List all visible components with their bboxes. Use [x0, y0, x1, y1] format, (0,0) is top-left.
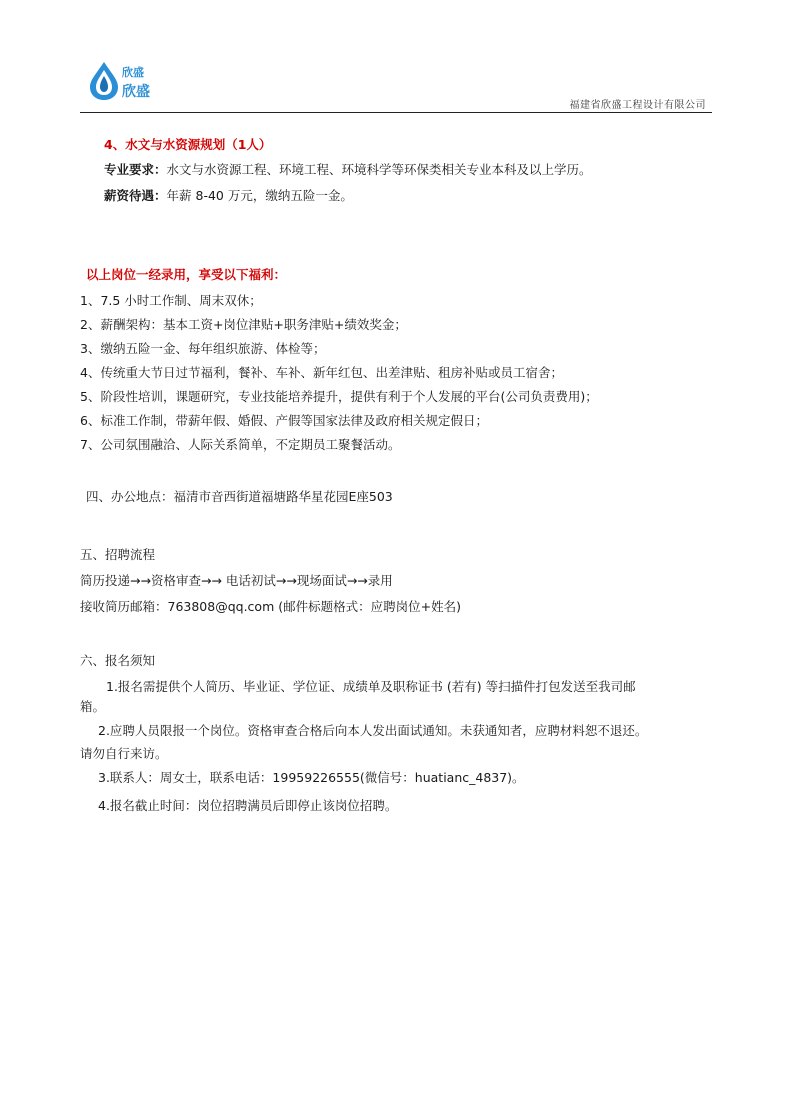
note-3: 3.联系人：周女士，联系电话：19959226555(微信号：huatianc_4837)。 — [98, 770, 525, 785]
job4-req-label: 专业要求： — [104, 162, 167, 177]
benefit-item: 2、薪酬架构：基本工资+岗位津贴+职务津贴+绩效奖金； — [80, 317, 407, 332]
note-2-line2: 请勿自行来访。 — [80, 746, 168, 761]
office-address: 四、办公地点：福清市音西街道福塘路华星花园E座503 — [86, 489, 393, 504]
header-divider — [80, 112, 712, 113]
process-email: 接收简历邮箱：763808@qq.com (邮件标题格式：应聘岗位+姓名) — [80, 599, 461, 614]
note-1-line2: 箱。 — [80, 699, 106, 714]
process-flow: 简历投递→→资格审查→→ 电话初试→→现场面试→→录用 — [80, 573, 393, 588]
benefit-item: 1、7.5 小时工作制、周末双休； — [80, 293, 262, 308]
benefit-item: 6、标准工作制，带薪年假、婚假、产假等国家法律及政府相关规定假日； — [80, 413, 488, 428]
job4-requirements — [104, 161, 592, 179]
company-logo — [86, 56, 178, 102]
logo-drop-icon — [86, 56, 178, 102]
logo-text-bottom: 欣盛 — [122, 84, 150, 100]
company-name: 福建省欣盛工程设计有限公司 — [569, 100, 706, 111]
job4-salary — [104, 187, 353, 205]
process-heading: 五、招聘流程 — [80, 547, 156, 562]
notes-heading: 六、报名须知 — [80, 653, 156, 668]
note-4: 4.报名截止时间：岗位招聘满员后即停止该岗位招聘。 — [98, 798, 398, 813]
benefit-item: 3、缴纳五险一金、每年组织旅游、体检等； — [80, 341, 326, 356]
job4-title: 4、水文与水资源规划（1人） — [104, 137, 272, 152]
logo-text-top: 欣盛 — [122, 66, 144, 79]
job4-req-text: 水文与水资源工程、环境工程、环境科学等环保类相关专业本科及以上学历。 — [166, 162, 592, 177]
note-2-line1: 2.应聘人员限报一个岗位。资格审查合格后向本人发出面试通知。未获通知者，应聘材料恕不退还。 — [98, 723, 648, 738]
job4-pay-label: 薪资待遇： — [104, 188, 167, 203]
job4-pay-text: 年薪 8-40 万元，缴纳五险一金。 — [166, 188, 353, 203]
benefit-item: 5、阶段性培训，课题研究，专业技能培养提升，提供有利于个人发展的平台(公司负责费用)； — [80, 389, 598, 404]
benefits-heading: 以上岗位一经录用，享受以下福利： — [86, 267, 287, 282]
benefit-item: 7、公司氛围融洽、人际关系简单，不定期员工聚餐活动。 — [80, 437, 401, 452]
note-1-line1: 1.报名需提供个人简历、毕业证、学位证、成绩单及职称证书 (若有) 等扫描件打包发送至我司邮 — [106, 679, 636, 694]
benefit-item: 4、传统重大节日过节福利，餐补、车补、新年红包、出差津贴、租房补贴或员工宿舍； — [80, 365, 563, 380]
